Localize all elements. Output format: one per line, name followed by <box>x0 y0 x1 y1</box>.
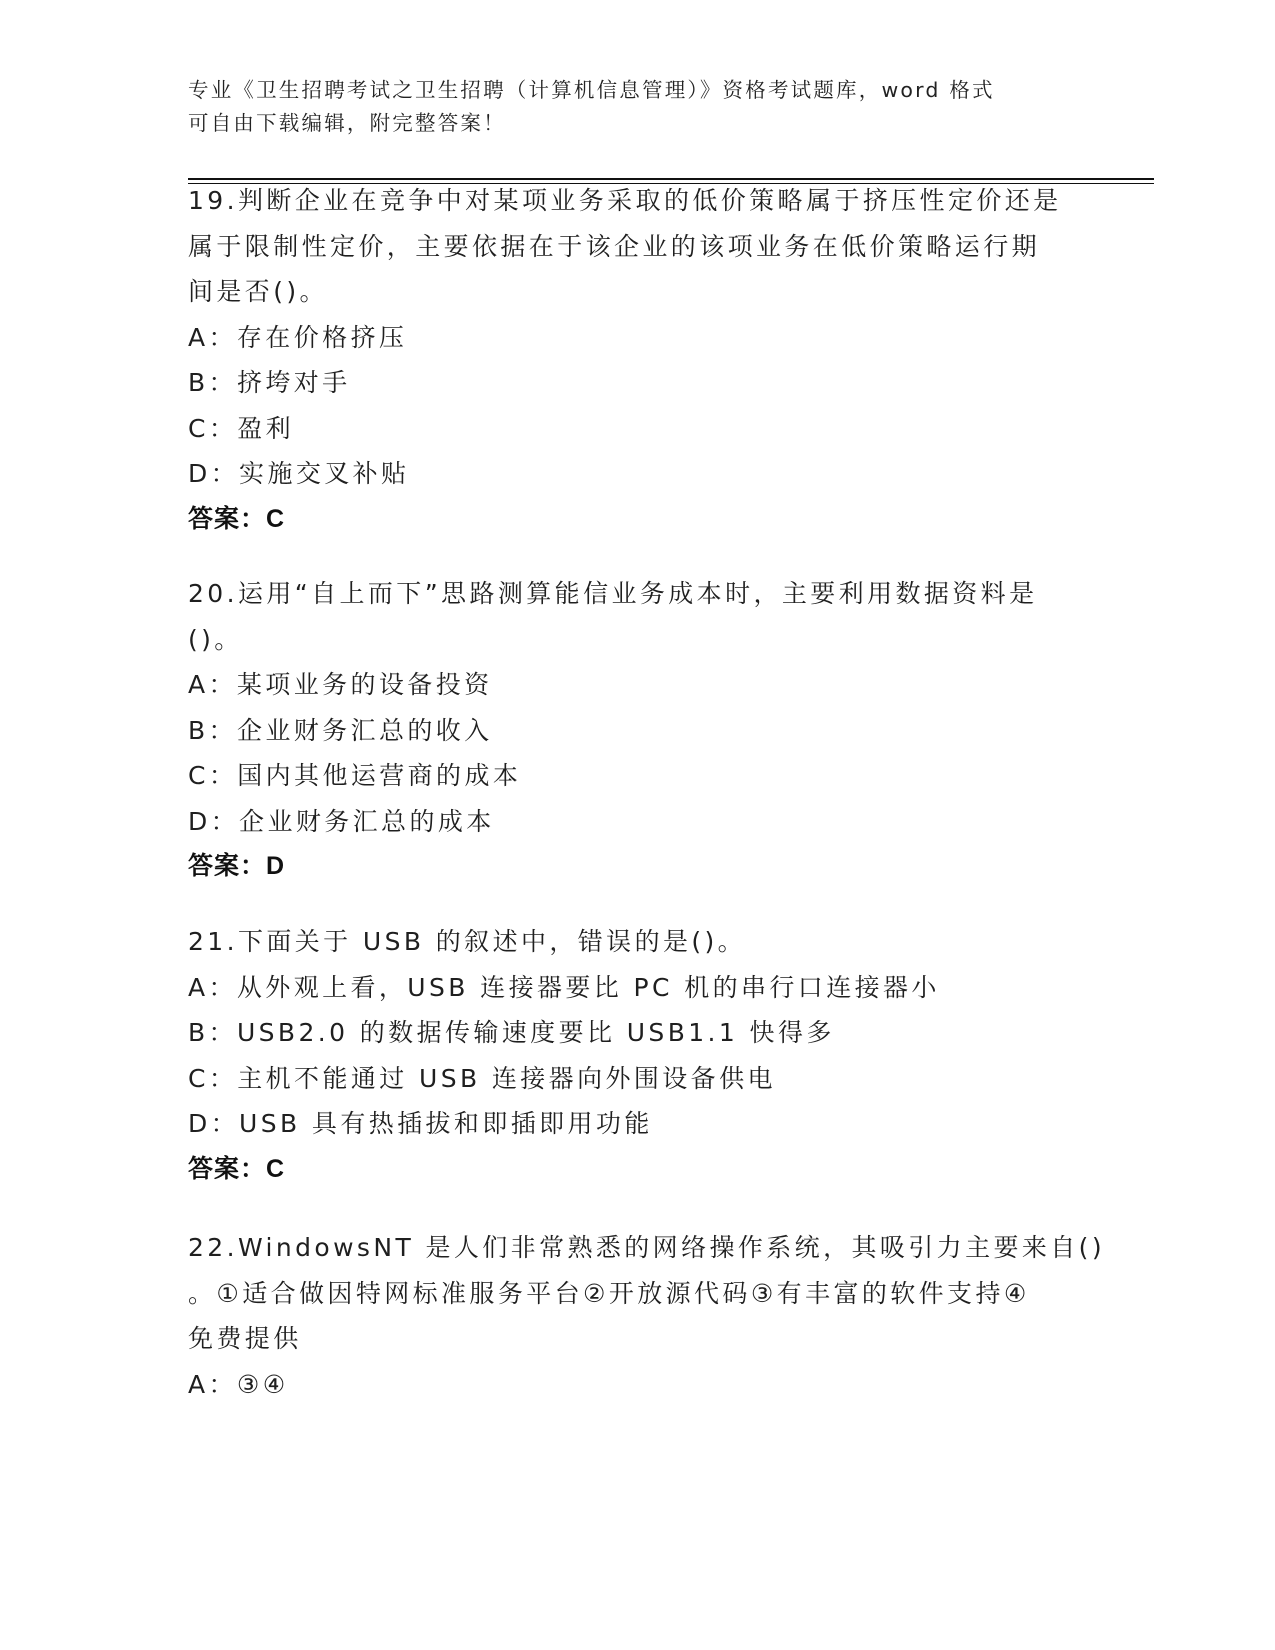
stem-line: 。①适合做因特网标准服务平台②开放源代码③有丰富的软件支持④ <box>188 1278 1030 1308</box>
question-stem <box>188 919 1088 965</box>
option-d: D：USB 具有热插拔和即插即用功能 <box>188 1109 653 1138</box>
answer: 答案：C <box>188 504 286 533</box>
header-title-line-2: 可自由下载编辑，附完整答案！ <box>188 111 506 135</box>
question-20 <box>188 571 1088 890</box>
question-stem <box>188 1225 1105 1362</box>
question-22 <box>188 1225 1105 1407</box>
option-d: D：实施交叉补贴 <box>188 459 410 488</box>
document-header <box>188 74 1088 140</box>
option-c: C：盈利 <box>188 413 295 443</box>
stem-line: 21.下面关于 USB 的叙述中，错误的是()。 <box>188 927 747 956</box>
answer: 答案：C <box>188 1154 286 1183</box>
stem-line: 20.运用“自上而下”思路测算能信业务成本时，主要利用数据资料是 <box>188 579 1038 608</box>
stem-line: 19.判断企业在竞争中对某项业务采取的低价策略属于挤压性定价还是 <box>188 186 1062 215</box>
option-a: A：存在价格挤压 <box>188 322 408 352</box>
option-b: B：企业财务汇总的收入 <box>188 715 493 745</box>
header-title-line-1: 专业《卫生招聘考试之卫生招聘（计算机信息管理）》资格考试题库，word 格式 <box>188 78 995 102</box>
stem-line: 属于限制性定价，主要依据在于该企业的该项业务在低价策略运行期 <box>188 231 1041 261</box>
answer: 答案：D <box>188 852 286 880</box>
option-a: A：③④ <box>188 1369 289 1399</box>
stem-line: 22.WindowsNT 是人们非常熟悉的网络操作系统，其吸引力主要来自() <box>188 1233 1105 1262</box>
option-b: B：挤垮对手 <box>188 368 351 397</box>
option-b: B：USB2.0 的数据传输速度要比 USB1.1 快得多 <box>188 1018 835 1047</box>
option-a: A：某项业务的设备投资 <box>188 670 493 699</box>
question-21 <box>188 919 1088 1192</box>
stem-line: 免费提供 <box>188 1324 302 1353</box>
question-stem <box>188 178 1088 315</box>
option-a: A：从外观上看，USB 连接器要比 PC 机的串行口连接器小 <box>188 972 940 1002</box>
option-d: D：企业财务汇总的成本 <box>188 806 495 836</box>
stem-line: ()。 <box>188 624 243 654</box>
question-19 <box>188 178 1088 542</box>
question-stem <box>188 571 1088 662</box>
option-c: C：主机不能通过 USB 连接器向外围设备供电 <box>188 1063 776 1093</box>
option-c: C：国内其他运营商的成本 <box>188 761 522 790</box>
stem-line: 间是否()。 <box>188 277 328 306</box>
